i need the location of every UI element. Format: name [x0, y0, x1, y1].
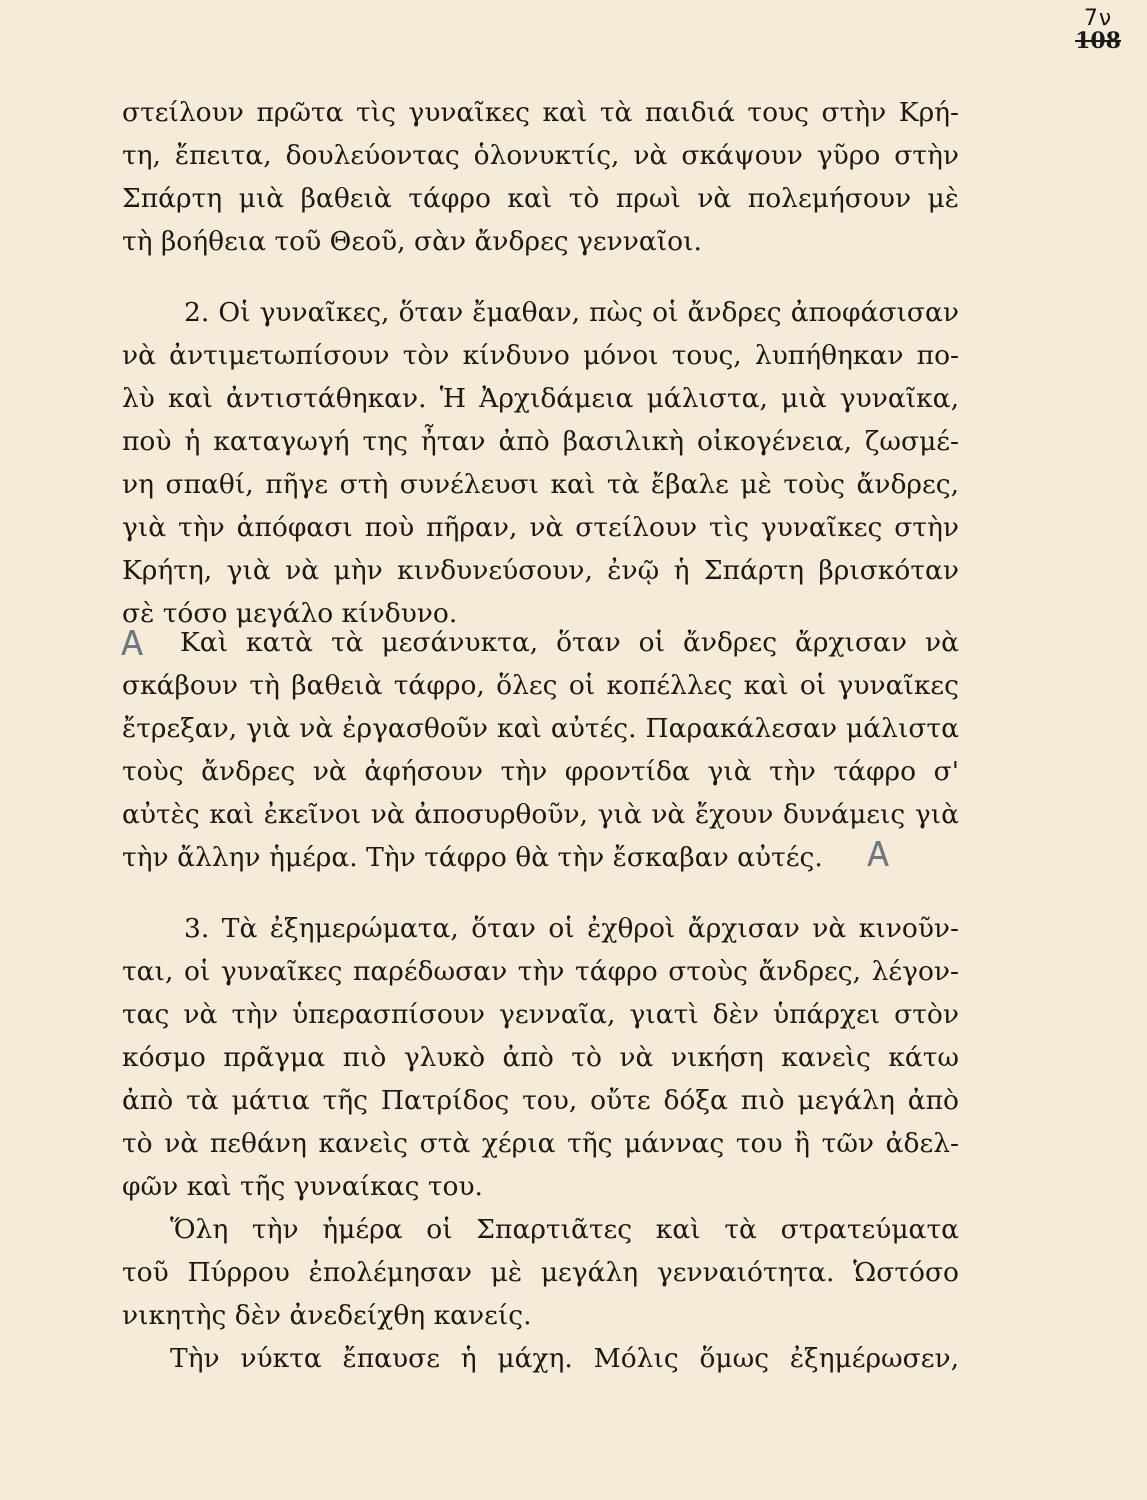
text-line: τη, ἔπειτα, δουλεύοντας ὁλονυκτίς, νὰ σκάψουν γῦρο στὴν [122, 140, 959, 171]
text-line: ἀπὸ τὰ μάτια τῆς Πατρίδος του, οὔτε δόξα πιὸ μεγάλη ἀπὸ [122, 1085, 959, 1116]
text-line: λὺ καὶ ἀντιστάθηκαν. Ἡ Ἀρχιδάμεια μάλιστα, μιὰ γυναῖκα, [122, 383, 959, 414]
text-line: στείλουν πρῶτα τὶς γυναῖκες καὶ τὰ παιδιά τους στὴν Κρή- [122, 97, 959, 128]
text-line: ἔτρεξαν, γιὰ νὰ ἐργασθοῦν καὶ αὐτές. Παρακάλεσαν μάλιστα [122, 713, 959, 744]
text-line: φῶν καὶ τῆς γυναίκας του. [122, 1171, 483, 1202]
text-line: νικητὴς δὲν ἀνεδείχθη κανείς. [122, 1300, 532, 1331]
printed-page-number: 108 [1075, 28, 1121, 54]
text-line: νη σπαθί, πῆγε στὴ συνέλευσι καὶ τὰ ἔβαλε μὲ τοὺς ἄνδρες, [122, 469, 959, 500]
text-line: ται, οἱ γυναῖκες παρέδωσαν τὴν τάφρο στοὺς ἄνδρες, λέγον- [122, 956, 959, 987]
text-line: Τὴν νύκτα ἔπαυσε ἡ μάχη. Μόλις ὅμως ἐξημέρωσεν, [170, 1343, 959, 1374]
text-line: νὰ ἀντιμετωπίσουν τὸν κίνδυνο μόνοι τους, λυπήθηκαν πο- [122, 340, 959, 371]
text-line: τοὺς ἄνδρες νὰ ἀφήσουν τὴν φροντίδα γιὰ τὴν τάφρο σ' [122, 756, 959, 787]
margin-mark-close: Ꭺ [868, 835, 891, 875]
text-line: Ὅλη τὴν ἡμέρα οἱ Σπαρτιᾶτες καὶ τὰ στρατεύματα [170, 1214, 959, 1245]
text-line: 2. Οἱ γυναῖκες, ὅταν ἔμαθαν, πὼς οἱ ἄνδρες ἀποφάσισαν [184, 297, 959, 328]
page-number [1075, 4, 1121, 56]
text-line: σκάβουν τὴ βαθειὰ τάφρο, ὅλες οἱ κοπέλλες καὶ οἱ γυναῖκες [122, 670, 959, 701]
text-line: Κρήτη, γιὰ νὰ μὴν κινδυνεύσουν, ἐνῷ ἡ Σπάρτη βρισκόταν [122, 555, 959, 586]
text-line: σὲ τόσο μεγάλο κίνδυνο. [122, 598, 458, 629]
text-line: γιὰ τὴν ἀπόφασι ποὺ πῆραν, νὰ στείλουν τὶς γυναῖκες στὴν [122, 512, 959, 543]
text-line: τὴ βοήθεια τοῦ Θεοῦ, σὰν ἄνδρες γενναῖοι. [122, 226, 702, 257]
text-line: αὐτὲς καὶ ἐκεῖνοι νὰ ἀποσυρθοῦν, γιὰ νὰ ἔχουν δυνάμεις γιὰ [122, 799, 959, 830]
text-line: τοῦ Πύρρου ἐπολέμησαν μὲ μεγάλη γενναιότητα. Ὡστόσο [122, 1257, 959, 1288]
text-line: Σπάρτη μιὰ βαθειὰ τάφρο καὶ τὸ πρωὶ νὰ πολεμήσουν μὲ [122, 183, 959, 214]
text-line: ποὺ ἡ καταγωγή της ἦταν ἀπὸ βασιλικὴ οἰκογένεια, ζωσμέ- [122, 426, 959, 457]
text-line: τὸ νὰ πεθάνη κανεὶς στὰ χέρια τῆς μάννας του ἢ τῶν ἀδελ- [122, 1128, 959, 1159]
text-line: 3. Τὰ ἐξημερώματα, ὅταν οἱ ἐχθροὶ ἄρχισαν νὰ κινοῦν- [184, 913, 959, 944]
text-line: κόσμο πρᾶγμα πιὸ γλυκὸ ἀπὸ τὸ νὰ νικήση κανεὶς κάτω [122, 1042, 959, 1073]
handwritten-page-number: 7ν [1083, 6, 1113, 31]
margin-mark-open: Ꭺ [122, 624, 145, 664]
text-line: τας νὰ τὴν ὑπερασπίσουν γενναῖα, γιατὶ δὲν ὑπάρχει στὸν [122, 999, 959, 1030]
text-line: Καὶ κατὰ τὰ μεσάνυκτα, ὅταν οἱ ἄνδρες ἄρχισαν νὰ [180, 627, 959, 658]
text-line: τὴν ἄλλην ἡμέρα. Τὴν τάφρο θὰ τὴν ἔσκαβαν αὐτές. [122, 842, 823, 873]
